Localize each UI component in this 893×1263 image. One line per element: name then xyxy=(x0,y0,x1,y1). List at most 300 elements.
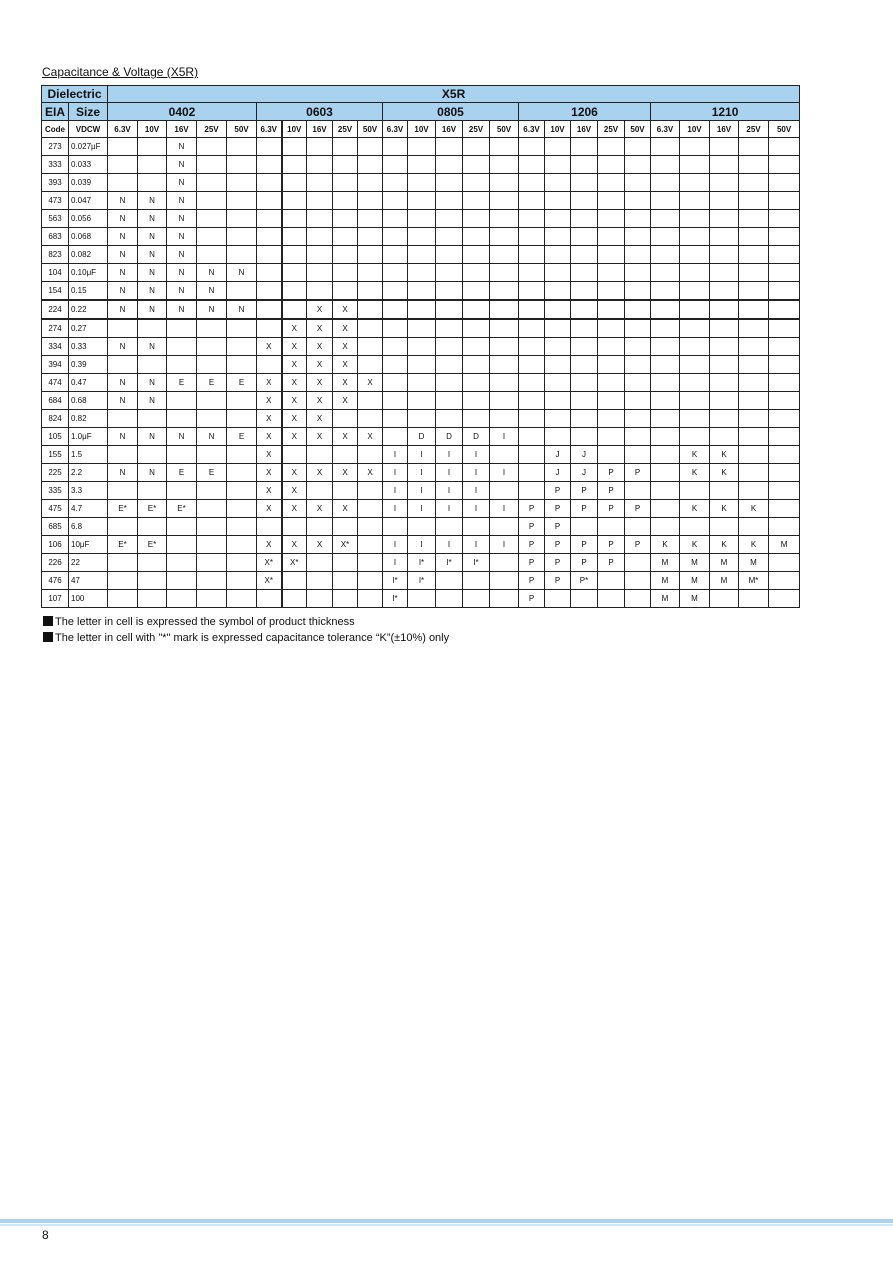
thickness-cell xyxy=(167,590,197,608)
thickness-cell xyxy=(598,156,625,174)
eia-code-cell: 683 xyxy=(42,228,69,246)
thickness-cell xyxy=(739,446,769,464)
thickness-cell xyxy=(383,410,408,428)
capacitance-cell: 1.5 xyxy=(69,446,108,464)
thickness-cell: X xyxy=(307,356,333,374)
thickness-cell xyxy=(625,156,651,174)
thickness-cell xyxy=(227,192,257,210)
thickness-cell xyxy=(545,210,571,228)
thickness-cell: X xyxy=(333,374,358,392)
thickness-cell xyxy=(358,300,383,319)
thickness-cell xyxy=(519,174,545,192)
thickness-cell: X xyxy=(282,482,307,500)
thickness-cell: P xyxy=(545,554,571,572)
thickness-cell xyxy=(408,210,436,228)
thickness-cell: X xyxy=(358,464,383,482)
thickness-cell xyxy=(490,410,519,428)
thickness-cell xyxy=(545,174,571,192)
table-row xyxy=(42,338,800,356)
thickness-cell xyxy=(739,156,769,174)
thickness-cell xyxy=(408,590,436,608)
thickness-cell: N xyxy=(108,228,138,246)
thickness-cell: E* xyxy=(108,536,138,554)
table-row xyxy=(42,282,800,301)
voltage-header: 10V xyxy=(545,121,571,138)
eia-code-cell: 823 xyxy=(42,246,69,264)
thickness-cell xyxy=(282,572,307,590)
thickness-cell xyxy=(358,500,383,518)
thickness-cell xyxy=(651,428,680,446)
thickness-cell xyxy=(282,300,307,319)
capacitance-cell: 0.033 xyxy=(69,156,108,174)
table-row xyxy=(42,500,800,518)
thickness-cell: N xyxy=(108,338,138,356)
thickness-cell xyxy=(108,356,138,374)
thickness-cell xyxy=(571,518,598,536)
thickness-cell xyxy=(739,300,769,319)
thickness-cell: N xyxy=(167,282,197,301)
thickness-cell: P xyxy=(571,554,598,572)
thickness-cell xyxy=(463,174,490,192)
table-row xyxy=(42,210,800,228)
table-row xyxy=(42,246,800,264)
thickness-cell xyxy=(436,246,463,264)
thickness-cell xyxy=(257,518,282,536)
thickness-cell xyxy=(307,138,333,156)
thickness-cell xyxy=(490,264,519,282)
thickness-cell xyxy=(519,482,545,500)
thickness-cell xyxy=(307,446,333,464)
thickness-cell xyxy=(463,392,490,410)
thickness-cell xyxy=(333,228,358,246)
thickness-cell: P xyxy=(598,554,625,572)
thickness-cell xyxy=(710,482,739,500)
thickness-cell xyxy=(571,319,598,338)
dielectric-value: X5R xyxy=(108,86,800,103)
eia-code-cell: 474 xyxy=(42,374,69,392)
thickness-cell: X xyxy=(307,410,333,428)
thickness-cell: I xyxy=(436,446,463,464)
capacitance-cell: 47 xyxy=(69,572,108,590)
thickness-cell xyxy=(383,319,408,338)
capacitance-cell: 1.0μF xyxy=(69,428,108,446)
eia-code-cell: 104 xyxy=(42,264,69,282)
thickness-cell xyxy=(197,138,227,156)
voltage-header: 10V xyxy=(138,121,167,138)
thickness-cell xyxy=(463,356,490,374)
thickness-cell: P xyxy=(519,500,545,518)
thickness-cell xyxy=(383,300,408,319)
thickness-cell xyxy=(739,464,769,482)
thickness-cell xyxy=(408,174,436,192)
thickness-cell xyxy=(227,228,257,246)
thickness-cell xyxy=(490,300,519,319)
thickness-cell xyxy=(680,319,710,338)
thickness-cell xyxy=(436,356,463,374)
thickness-cell xyxy=(383,338,408,356)
thickness-cell xyxy=(358,554,383,572)
thickness-cell: X xyxy=(333,356,358,374)
thickness-cell xyxy=(490,319,519,338)
thickness-cell xyxy=(739,210,769,228)
thickness-cell xyxy=(680,518,710,536)
thickness-cell xyxy=(710,246,739,264)
thickness-cell: N xyxy=(167,228,197,246)
thickness-cell xyxy=(519,228,545,246)
capacitance-cell: 0.027μF xyxy=(69,138,108,156)
thickness-cell xyxy=(710,300,739,319)
thickness-cell xyxy=(282,138,307,156)
thickness-cell xyxy=(625,338,651,356)
thickness-cell: X xyxy=(282,374,307,392)
thickness-cell: E* xyxy=(138,500,167,518)
thickness-cell: X xyxy=(333,464,358,482)
thickness-cell xyxy=(257,228,282,246)
thickness-cell xyxy=(571,410,598,428)
voltage-header: 50V xyxy=(769,121,800,138)
thickness-cell xyxy=(490,174,519,192)
thickness-cell xyxy=(519,138,545,156)
thickness-cell: P xyxy=(571,536,598,554)
thickness-cell xyxy=(490,572,519,590)
thickness-cell xyxy=(710,210,739,228)
thickness-cell xyxy=(358,192,383,210)
eia-code-cell: 473 xyxy=(42,192,69,210)
thickness-cell xyxy=(333,192,358,210)
thickness-cell xyxy=(227,446,257,464)
thickness-cell xyxy=(545,590,571,608)
thickness-cell xyxy=(436,319,463,338)
thickness-cell xyxy=(138,319,167,338)
thickness-cell xyxy=(408,410,436,428)
thickness-cell: I xyxy=(436,500,463,518)
thickness-cell xyxy=(167,410,197,428)
black-square-icon xyxy=(43,632,53,642)
eia-code-cell: 563 xyxy=(42,210,69,228)
thickness-cell xyxy=(739,410,769,428)
thickness-cell xyxy=(545,428,571,446)
thickness-cell: P xyxy=(519,554,545,572)
thickness-cell: J xyxy=(545,464,571,482)
thickness-cell xyxy=(282,156,307,174)
thickness-cell xyxy=(463,210,490,228)
thickness-cell: N xyxy=(167,210,197,228)
voltage-header: 16V xyxy=(571,121,598,138)
voltage-header: 50V xyxy=(625,121,651,138)
thickness-cell xyxy=(519,446,545,464)
thickness-cell xyxy=(769,156,800,174)
thickness-cell xyxy=(625,319,651,338)
thickness-cell: I xyxy=(408,536,436,554)
thickness-cell: P xyxy=(625,536,651,554)
voltage-header: 6.3V xyxy=(108,121,138,138)
voltage-header: 50V xyxy=(227,121,257,138)
thickness-cell xyxy=(625,572,651,590)
thickness-cell xyxy=(769,590,800,608)
thickness-cell: P xyxy=(571,482,598,500)
thickness-cell xyxy=(680,392,710,410)
thickness-cell xyxy=(307,228,333,246)
thickness-cell xyxy=(571,174,598,192)
thickness-cell: M xyxy=(710,554,739,572)
size-0603: 0603 xyxy=(257,103,383,121)
thickness-cell: M xyxy=(739,554,769,572)
eia-code-cell: 106 xyxy=(42,536,69,554)
thickness-cell xyxy=(651,392,680,410)
table-row xyxy=(42,138,800,156)
thickness-cell xyxy=(227,590,257,608)
thickness-cell xyxy=(571,356,598,374)
thickness-cell: N xyxy=(197,300,227,319)
thickness-cell xyxy=(519,428,545,446)
thickness-cell xyxy=(408,156,436,174)
eia-code-cell: 273 xyxy=(42,138,69,156)
thickness-cell xyxy=(197,338,227,356)
thickness-cell: E xyxy=(227,374,257,392)
thickness-cell xyxy=(227,338,257,356)
capacitance-cell: 0.39 xyxy=(69,356,108,374)
thickness-cell xyxy=(197,174,227,192)
thickness-cell xyxy=(490,554,519,572)
thickness-cell xyxy=(108,590,138,608)
thickness-cell xyxy=(227,392,257,410)
thickness-cell xyxy=(680,210,710,228)
thickness-cell: X* xyxy=(257,572,282,590)
thickness-cell xyxy=(282,210,307,228)
thickness-cell: P xyxy=(625,464,651,482)
thickness-cell xyxy=(769,428,800,446)
thickness-cell xyxy=(598,446,625,464)
thickness-cell: M xyxy=(651,590,680,608)
thickness-cell xyxy=(138,572,167,590)
note-tolerance: The letter in cell with "*" mark is expressed capacitance tolerance “K”(±10%) only xyxy=(43,632,449,644)
thickness-cell xyxy=(167,482,197,500)
eia-code-cell: 224 xyxy=(42,300,69,319)
thickness-cell xyxy=(333,518,358,536)
thickness-cell: N xyxy=(167,174,197,192)
thickness-cell xyxy=(383,192,408,210)
table-row xyxy=(42,392,800,410)
thickness-cell xyxy=(108,572,138,590)
thickness-cell: E xyxy=(197,464,227,482)
thickness-cell xyxy=(490,228,519,246)
thickness-cell xyxy=(108,156,138,174)
thickness-cell xyxy=(108,446,138,464)
thickness-cell xyxy=(408,518,436,536)
thickness-cell xyxy=(436,518,463,536)
table-row xyxy=(42,590,800,608)
thickness-cell: N xyxy=(167,138,197,156)
thickness-cell xyxy=(739,356,769,374)
thickness-cell xyxy=(227,282,257,301)
thickness-cell xyxy=(463,319,490,338)
eia-code-cell: 685 xyxy=(42,518,69,536)
thickness-cell: N xyxy=(197,282,227,301)
thickness-cell xyxy=(333,282,358,301)
thickness-cell xyxy=(333,554,358,572)
thickness-cell: P xyxy=(519,518,545,536)
thickness-cell: X xyxy=(333,500,358,518)
thickness-cell: I xyxy=(408,464,436,482)
thickness-cell xyxy=(358,392,383,410)
eia-code-cell: 824 xyxy=(42,410,69,428)
thickness-cell: X xyxy=(282,356,307,374)
thickness-cell xyxy=(651,500,680,518)
thickness-cell xyxy=(227,500,257,518)
thickness-cell xyxy=(197,319,227,338)
thickness-cell xyxy=(167,536,197,554)
thickness-cell xyxy=(710,264,739,282)
thickness-cell xyxy=(571,156,598,174)
thickness-cell xyxy=(769,246,800,264)
note-thickness: The letter in cell is expressed the symbol of product thickness xyxy=(43,616,355,628)
thickness-cell xyxy=(739,428,769,446)
capacitance-cell: 4.7 xyxy=(69,500,108,518)
thickness-cell: E* xyxy=(138,536,167,554)
thickness-cell xyxy=(227,410,257,428)
thickness-cell xyxy=(519,356,545,374)
footer-rule xyxy=(0,1219,893,1223)
thickness-cell xyxy=(436,300,463,319)
thickness-cell xyxy=(710,156,739,174)
thickness-cell xyxy=(197,518,227,536)
thickness-cell xyxy=(625,210,651,228)
thickness-cell xyxy=(463,410,490,428)
thickness-cell: K xyxy=(710,500,739,518)
thickness-cell xyxy=(769,572,800,590)
thickness-cell xyxy=(257,246,282,264)
thickness-cell xyxy=(625,518,651,536)
thickness-cell: X xyxy=(333,428,358,446)
thickness-cell xyxy=(408,319,436,338)
thickness-cell xyxy=(436,210,463,228)
thickness-cell: X xyxy=(307,319,333,338)
thickness-cell xyxy=(545,410,571,428)
thickness-cell xyxy=(598,192,625,210)
thickness-cell: X xyxy=(282,319,307,338)
eia-code-cell: 475 xyxy=(42,500,69,518)
thickness-cell xyxy=(197,554,227,572)
thickness-cell xyxy=(490,156,519,174)
thickness-cell xyxy=(739,518,769,536)
thickness-cell: M xyxy=(651,554,680,572)
thickness-cell xyxy=(769,464,800,482)
thickness-cell: I xyxy=(463,482,490,500)
thickness-cell: M xyxy=(680,572,710,590)
thickness-cell xyxy=(257,138,282,156)
size-0805: 0805 xyxy=(383,103,519,121)
thickness-cell: X xyxy=(307,536,333,554)
thickness-cell: N xyxy=(108,192,138,210)
thickness-cell xyxy=(227,174,257,192)
thickness-cell: I xyxy=(490,428,519,446)
voltage-header: 50V xyxy=(358,121,383,138)
thickness-cell xyxy=(651,410,680,428)
thickness-cell xyxy=(545,319,571,338)
thickness-cell xyxy=(257,319,282,338)
eia-code-cell: 393 xyxy=(42,174,69,192)
thickness-cell xyxy=(167,518,197,536)
capacitance-cell: 10μF xyxy=(69,536,108,554)
thickness-cell xyxy=(519,300,545,319)
voltage-header: 10V xyxy=(408,121,436,138)
thickness-cell xyxy=(333,156,358,174)
thickness-cell xyxy=(307,192,333,210)
eia-code-cell: 274 xyxy=(42,319,69,338)
thickness-cell xyxy=(769,210,800,228)
thickness-cell: I xyxy=(383,446,408,464)
thickness-cell: X xyxy=(257,374,282,392)
thickness-cell xyxy=(769,392,800,410)
thickness-cell: X xyxy=(333,392,358,410)
voltage-header: 25V xyxy=(197,121,227,138)
thickness-cell: N xyxy=(108,210,138,228)
thickness-cell xyxy=(227,536,257,554)
thickness-cell xyxy=(680,374,710,392)
thickness-cell xyxy=(571,192,598,210)
thickness-cell xyxy=(490,192,519,210)
thickness-cell: X xyxy=(257,500,282,518)
thickness-cell xyxy=(710,338,739,356)
thickness-cell xyxy=(307,282,333,301)
thickness-cell: I xyxy=(463,464,490,482)
thickness-cell: N xyxy=(138,210,167,228)
thickness-cell xyxy=(108,554,138,572)
thickness-cell xyxy=(307,590,333,608)
thickness-cell xyxy=(197,356,227,374)
thickness-cell xyxy=(769,192,800,210)
thickness-cell xyxy=(307,264,333,282)
thickness-cell: D xyxy=(436,428,463,446)
thickness-cell xyxy=(197,500,227,518)
thickness-cell xyxy=(739,174,769,192)
thickness-cell xyxy=(383,356,408,374)
thickness-cell: D xyxy=(408,428,436,446)
thickness-cell xyxy=(571,210,598,228)
thickness-cell: P xyxy=(545,500,571,518)
thickness-cell xyxy=(680,246,710,264)
thickness-cell xyxy=(257,356,282,374)
thickness-cell xyxy=(408,246,436,264)
thickness-cell xyxy=(545,192,571,210)
thickness-cell: N xyxy=(108,246,138,264)
thickness-cell xyxy=(227,356,257,374)
thickness-cell: J xyxy=(571,446,598,464)
thickness-cell xyxy=(680,192,710,210)
thickness-cell: N xyxy=(108,264,138,282)
thickness-cell xyxy=(436,192,463,210)
capacitance-cell: 0.22 xyxy=(69,300,108,319)
thickness-cell: K xyxy=(680,500,710,518)
thickness-cell xyxy=(651,482,680,500)
thickness-cell xyxy=(625,392,651,410)
thickness-cell xyxy=(436,228,463,246)
thickness-cell xyxy=(227,138,257,156)
thickness-cell: X xyxy=(282,338,307,356)
thickness-cell xyxy=(710,518,739,536)
thickness-cell xyxy=(307,210,333,228)
thickness-cell: K xyxy=(680,464,710,482)
thickness-cell xyxy=(358,210,383,228)
thickness-cell xyxy=(436,392,463,410)
thickness-cell xyxy=(197,156,227,174)
thickness-cell xyxy=(545,282,571,301)
thickness-cell xyxy=(358,282,383,301)
thickness-cell: K xyxy=(651,536,680,554)
capacitance-cell: 0.15 xyxy=(69,282,108,301)
thickness-cell xyxy=(769,264,800,282)
thickness-cell xyxy=(490,446,519,464)
